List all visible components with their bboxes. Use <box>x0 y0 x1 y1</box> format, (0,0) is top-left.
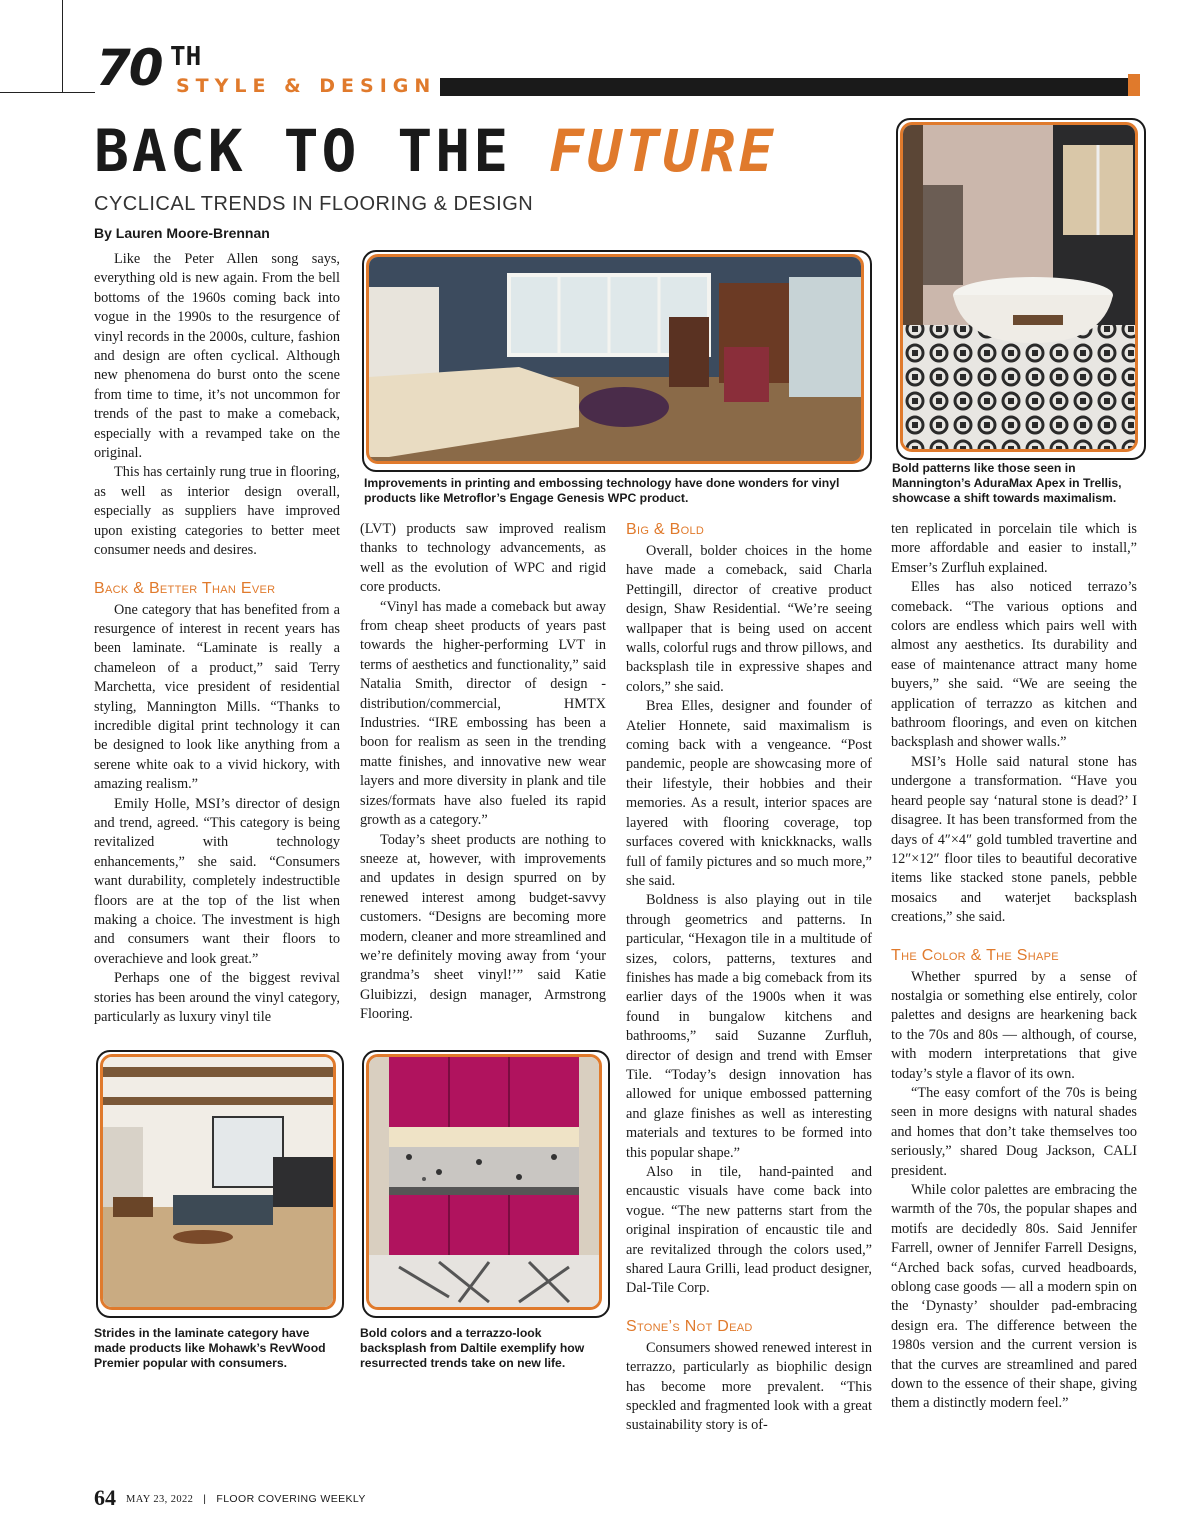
title-dark-part: BACK TO THE <box>94 117 550 185</box>
paragraph: This has certainly rung true in flooring, as well as interior design overall, especially as suppliers have improved upon existing categories to better meet consumer needs and desires. <box>94 464 340 559</box>
column-3 <box>626 520 872 1436</box>
anniversary-suffix: TH <box>170 42 202 72</box>
paragraph: Consumers showed renewed interest in terrazzo, particularly as biophilic design has become more prevalent. “This speckled and fragmented look with a great sustainability story is of- <box>626 1339 872 1434</box>
paragraph: MSI’s Holle said natural stone has undergone a transformation. “Have you heard people say ‘natural stone is dead?’ I disagree. It has been transformed from the days of 4″×4″ gold tumbled travertine and 12″×12″ floor tiles to beautiful decorative items like stacked stone panels, pebble mosaics and waterjet backsplash creations,” she said. <box>891 753 1137 926</box>
byline: By Lauren Moore-Brennan <box>94 225 270 241</box>
kitchen-illustration <box>369 1057 599 1307</box>
header-bar-tab <box>1128 74 1140 96</box>
paragraph: ten replicated in porcelain tile which is more affordable and easier to install,” Emser’s Zurfluh explained. <box>891 521 1137 576</box>
anniversary-number: 70 <box>96 39 162 97</box>
caption-living-room: Improvements in printing and embossing technology have done wonders for vinyl products like Metroflor’s Engage Genesis WPC product. <box>364 476 840 505</box>
caption-bathroom: Bold patterns like those seen in Mannington’s AduraMax Apex in Trellis, showcase a shift towards maximalism. <box>892 461 1122 505</box>
footer-separator: | <box>203 1493 207 1505</box>
paragraph: Today’s sheet products are nothing to sneeze at, however, with improvements and updates in design spurred on by renewed interest among budget-savvy customers. “Designs are becoming more modern, cleaner and more streamlined and we’re definitely moving away from ‘your grandma’s sheet vinyl!’” said Katie Gluibizzi, design manager, Armstrong Flooring. <box>360 831 606 1023</box>
paragraph: Overall, bolder choices in the home have made a comeback, said Charla Pettingill, director of creative product design, Shaw Residential. “We’re seeing wallpaper that is being used on accent walls, colorful rugs and throw pillows, and backsplash tile in expressive shapes and colors,” she said. <box>626 543 872 695</box>
paragraph: Also in tile, hand-painted and encaustic visuals have come back into vogue. “The new patterns start from the original inspiration of encaustic tile and are revitalized through the colors used,” shared Laura Grilli, lead product designer, Dal-Tile Corp. <box>626 1164 872 1297</box>
column-1 <box>94 250 340 1027</box>
section-heading: The Color & The Shape <box>891 946 1059 964</box>
header-rule-left <box>0 92 95 93</box>
paragraph: (LVT) products saw improved realism thanks to technology advancements, as well as the evolution of WPC and rigid core products. <box>360 521 606 596</box>
photo-kitchen <box>366 1054 602 1310</box>
title-accent-part: FUTURE <box>549 117 777 185</box>
paragraph: Elles has also noticed terrazo’s comeback. “The various options and colors are endless which pairs well with almost any aesthetics. Its durability and ease of maintenance attract many home buyers,” she said. “We are seeing the application of terrazzo as kitchen and bathroom floorings, and even on kitchen backsplash and shower walls.” <box>891 579 1137 751</box>
paragraph: While color palettes are embracing the warmth of the 70s, the popular shapes and motifs are decidedly 80s. Said Jennifer Farrell, owner of Jennifer Farrell Designs, “Arched back sofas, curved headboards, oblong case goods — all a modern spin on the ‘Dynasty’ shoulder pad-embracing design era. The difference between the 1980s version and the current version is that the curves are streamlined and pared down to the essence of their shape, giving them a distinctly modern feel.” <box>891 1182 1137 1412</box>
section-label: STYLE & DESIGN <box>176 75 437 97</box>
living-room-illustration <box>369 257 861 461</box>
photo-bathroom <box>900 122 1138 452</box>
article-title <box>94 116 777 186</box>
caption-kitchen: Bold colors and a terrazzo-look backsplash from Daltile exemplify how resurrected trends take on new life. <box>360 1326 585 1370</box>
section-heading: Big & Bold <box>626 521 705 538</box>
header-rule-vertical <box>62 0 63 92</box>
paragraph: “The easy comfort of the 70s is being seen in more designs with natural shades and homes that don’t take themselves too seriously,” shared Doug Jackson, CALI president. <box>891 1084 1137 1179</box>
paragraph: Emily Holle, MSI’s director of design and trend, agreed. “This category is being revitalized with technology enhancements,” she said. “Consumers want durability, completely indestructible floors are at the top of the list when making a choice. The investment is high and consumers want their floors to overachieve and look great.” <box>94 795 340 967</box>
publication-name: FLOOR COVERING WEEKLY <box>216 1493 366 1505</box>
header-bar <box>440 78 1128 96</box>
paragraph: “Vinyl has made a comeback but away from cheap sheet products of years past towards the higher-performing LVT in terms of aesthetics and functionality,” said Natalia Smith, director of design - distribution/commercial, HMTX Industries. “IRE embossing has been a boon for realism as seen in the trending matte finishes, and innovative new wear layers and more diversity in plank and tile sizes/formats have also fueled its rapid growth as a category.” <box>360 598 606 829</box>
photo-living-room <box>366 254 864 464</box>
caption-laminate: Strides in the laminate category have made products like Mohawk’s RevWood Premier popular with consumers. <box>94 1326 326 1370</box>
section-heading: Stone’s Not Dead <box>626 1317 753 1335</box>
issue-date: MAY 23, 2022 <box>126 1494 194 1505</box>
paragraph: Perhaps one of the biggest revival stories has been around the vinyl category, particularly as luxury vinyl tile <box>94 970 340 1026</box>
section-heading: Back & Better Than Ever <box>94 579 276 597</box>
paragraph: Whether spurred by a sense of nostalgia or something else entirely, color palettes and designs are hearkening back to the 70s and 80s — although, of course, with modern interpretations that give today’s style a flavor of its own. <box>891 968 1137 1082</box>
column-2 <box>360 520 606 1025</box>
paragraph: Boldness is also playing out in tile through geometrics and patterns. In particular, “Hexagon tile in a multitude of sizes, colors, patterns, textures and finishes has made a big comeback from its earlier days of the 1900s when it was found in bungalow kitchens and bathrooms,” said Suzanne Zurfluh, director of design and trend with Emser Tile. “Today’s design innovation has allowed for unique embossed patterning and glaze finishes as well as interesting materials and textures to be formed into this popular shape.” <box>626 892 872 1161</box>
photo-laminate <box>100 1054 336 1310</box>
laminate-room-illustration <box>103 1057 333 1307</box>
paragraph: Brea Elles, designer and founder of Atelier Honnete, said maximalism is coming back with a vengeance. “Post pandemic, people are showcasing more of their lifestyle, their hobbies and their memories. As a result, interior spaces are layered with flooring coverage, top surfaces covered with knickknacks, walls full of family pictures and so much more,” she said. <box>626 698 872 889</box>
page-number: 64 <box>94 1485 116 1510</box>
column-4 <box>891 520 1137 1414</box>
paragraph: One category that has benefited from a resurgence of interest in recent years has been laminate. “Laminate is really a chameleon of a product,” said Terry Marchetta, vice president of residential styling, Mannington Mills. “Thanks to incredible digital print technology it can be designed to look like anything from a serene white oak to a vivid hickory, with amazing realism.” <box>94 601 340 793</box>
footer-info <box>126 1492 366 1507</box>
bathroom-illustration <box>903 125 1135 449</box>
paragraph: Like the Peter Allen song says, everything old is new again. From the bell bottoms of the 1960s coming back into vogue in the 1990s to the resurgence of vinyl records in the 2000s, culture, fashion and design are often cyclical. Although new phenomena do burst onto the scene from time to time, it’s not uncommon for trends of the past to make a comeback, especially with a revamped take on the original. <box>94 251 340 462</box>
article-subtitle: CYCLICAL TRENDS IN FLOORING & DESIGN <box>94 193 534 215</box>
